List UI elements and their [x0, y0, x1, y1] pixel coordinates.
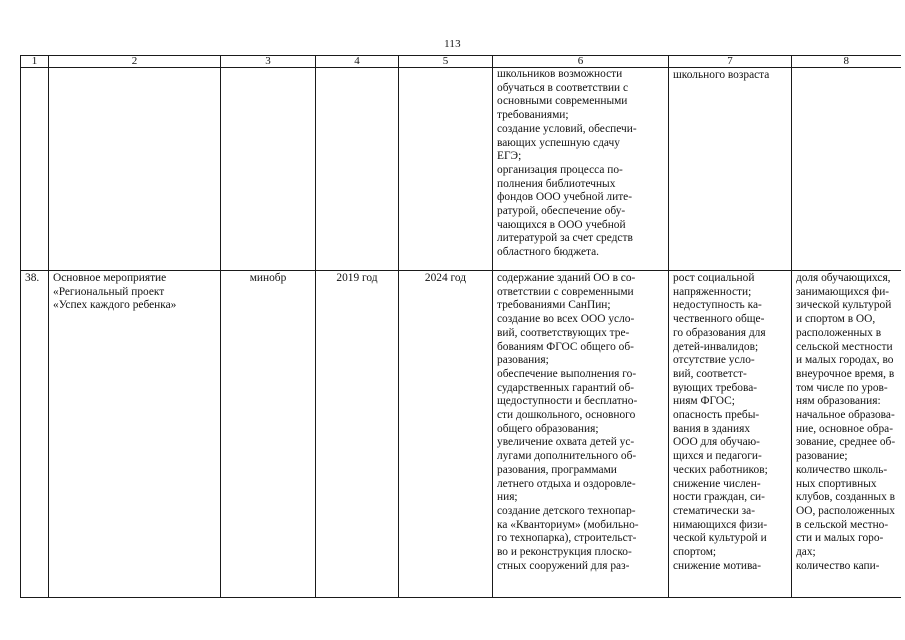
cell-number: 38.	[21, 271, 49, 598]
text-line: вий, соответствующих тре-	[497, 326, 630, 339]
text-line: отсутствие усло-	[673, 354, 755, 367]
cell-end-year: 2024 год	[399, 271, 493, 598]
consequences-text	[673, 69, 787, 83]
text-line: стематически за-	[673, 504, 756, 517]
text-line: чающихся в ООО учебной	[497, 218, 626, 231]
cell-name	[49, 271, 221, 598]
text-line: сельской местности	[796, 340, 893, 353]
text-line: го образования для	[673, 326, 766, 339]
cell-expected-results	[493, 68, 669, 271]
text-line: ратурой, обеспечение обу-	[497, 205, 626, 218]
text-line: зической культурой	[796, 299, 892, 312]
cell-start-year: 2019 год	[316, 271, 399, 598]
text-line: требованиями СанПин;	[497, 299, 611, 312]
cell-consequences	[669, 68, 792, 271]
cell-executor: минобр	[221, 271, 316, 598]
text-line: школьного возраста	[673, 69, 770, 81]
text-line: обучаться в соответствии с	[497, 81, 629, 94]
cell-start	[316, 68, 399, 271]
cell-consequences	[669, 271, 792, 598]
text-line: сти дошкольного, основного	[497, 409, 636, 422]
text-line: стных сооружений для раз-	[497, 559, 630, 572]
cell-name	[49, 68, 221, 271]
text-line: и малых городах, во	[796, 354, 894, 367]
text-line: сти и малых горо-	[796, 532, 884, 545]
text-line: организация процесса по-	[497, 163, 623, 176]
text-line: ниям ФГОС;	[673, 395, 735, 408]
text-line: клубов, созданных в	[796, 491, 895, 504]
text-line: рост социальной	[673, 272, 755, 284]
text-line: щихся и педагоги-	[673, 450, 762, 463]
column-header: 4	[316, 56, 399, 68]
text-line: сударственных гарантий об-	[497, 381, 635, 394]
column-header: 3	[221, 56, 316, 68]
text-line: том числе по уров-	[796, 381, 888, 394]
text-line: снижение мотива-	[673, 559, 762, 572]
column-header: 2	[49, 56, 221, 68]
cell-expected-results	[493, 271, 669, 598]
text-line: создание детского технопар-	[497, 504, 636, 517]
text-line: во и реконструкция плоско-	[497, 546, 632, 559]
text-line: зование, среднее об-	[796, 436, 896, 449]
text-line: вий, соответст-	[673, 367, 747, 380]
text-line: вающих успешную сдачу	[497, 136, 620, 149]
text-line: требованиями;	[497, 109, 569, 122]
text-line: ответствии с современными	[497, 285, 634, 298]
text-line: спортом;	[673, 546, 717, 559]
text-line: щедоступности и бесплатно-	[497, 395, 638, 408]
text-line: недоступность ка-	[673, 299, 762, 312]
text-line: разования;	[497, 354, 549, 367]
text-line: создание условий, обеспечи-	[497, 122, 637, 135]
column-header: 5	[399, 56, 493, 68]
measure-name-text	[53, 272, 216, 313]
text-line: ных спортивных	[796, 477, 877, 490]
text-line: ности граждан, си-	[673, 491, 765, 504]
text-line: литературой за счет средств	[497, 232, 633, 245]
text-line: обеспечение выполнения го-	[497, 367, 637, 380]
text-line: увеличение охвата детей ус-	[497, 436, 635, 449]
text-line: общего образования;	[497, 422, 599, 435]
text-line: напряженности;	[673, 285, 752, 298]
cell-end	[399, 68, 493, 271]
text-line: полнения библиотечных	[497, 177, 616, 190]
text-line: вания в зданиях	[673, 422, 751, 435]
column-header-row	[21, 56, 901, 68]
cell-number	[21, 68, 49, 271]
text-line: дах;	[796, 546, 816, 559]
text-line: «Региональный проект	[53, 285, 165, 298]
text-line: доля обучающихся,	[796, 272, 891, 284]
text-line: ние, основное обра-	[796, 422, 894, 435]
text-line: содержание зданий ОО в со-	[497, 272, 636, 284]
text-line: ческих работников;	[673, 463, 768, 476]
text-line: разование;	[796, 450, 848, 463]
column-header: 6	[493, 56, 669, 68]
text-line: основными современными	[497, 95, 628, 108]
column-header: 8	[792, 56, 901, 68]
consequences-text	[673, 272, 787, 573]
table-row-continuation	[21, 68, 901, 271]
column-header: 1	[21, 56, 49, 68]
cell-executor	[221, 68, 316, 271]
text-line: ОО, расположенных	[796, 504, 896, 517]
text-line: ческой культурой и	[673, 532, 767, 545]
text-line: количество школь-	[796, 463, 888, 476]
program-table	[20, 55, 901, 598]
text-line: детей-инвалидов;	[673, 340, 759, 353]
text-line: го технопарка), строительст-	[497, 532, 637, 545]
text-line: начальное образова-	[796, 409, 895, 422]
text-line: внеурочное время, в	[796, 367, 895, 380]
expected-results-text	[497, 68, 664, 260]
text-line: лугами дополнительного об-	[497, 450, 637, 463]
text-line: в сельской местно-	[796, 518, 889, 531]
text-line: количество капи-	[796, 559, 880, 572]
text-line: ООО для обучаю-	[673, 436, 760, 449]
indicators-text	[796, 272, 897, 573]
table-row-38	[21, 271, 901, 598]
text-line: снижение числен-	[673, 477, 761, 490]
text-line: ням образования:	[796, 395, 881, 408]
page-number: 113	[444, 38, 461, 50]
text-line: создание во всех ООО усло-	[497, 313, 635, 326]
text-line: расположенных в	[796, 326, 882, 339]
text-line: ния;	[497, 491, 518, 504]
text-line: и спортом в ОО,	[796, 313, 876, 326]
text-line: разования, программами	[497, 463, 617, 476]
text-line: ка «Кванториум» (мобильно-	[497, 518, 639, 531]
text-line: летнего отдыха и оздоровле-	[497, 477, 636, 490]
text-line: фондов ООО учебной лите-	[497, 191, 633, 204]
text-line: занимающихся фи-	[796, 285, 890, 298]
text-line: «Успех каждого ребенка»	[53, 299, 177, 312]
expected-results-text	[497, 272, 664, 573]
text-line: бованиям ФГОС общего об-	[497, 340, 634, 353]
text-line: Основное мероприятие	[53, 272, 167, 284]
text-line: опасность пребы-	[673, 409, 760, 422]
cell-indicators	[792, 271, 901, 598]
text-line: чественного обще-	[673, 313, 765, 326]
text-line: областного бюджета.	[497, 246, 600, 259]
text-line: вующих требова-	[673, 381, 758, 394]
text-line: школьников возможности	[497, 68, 623, 80]
cell-indicators	[792, 68, 901, 271]
text-line: ЕГЭ;	[497, 150, 522, 163]
column-header: 7	[669, 56, 792, 68]
text-line: нимающихся физи-	[673, 518, 768, 531]
